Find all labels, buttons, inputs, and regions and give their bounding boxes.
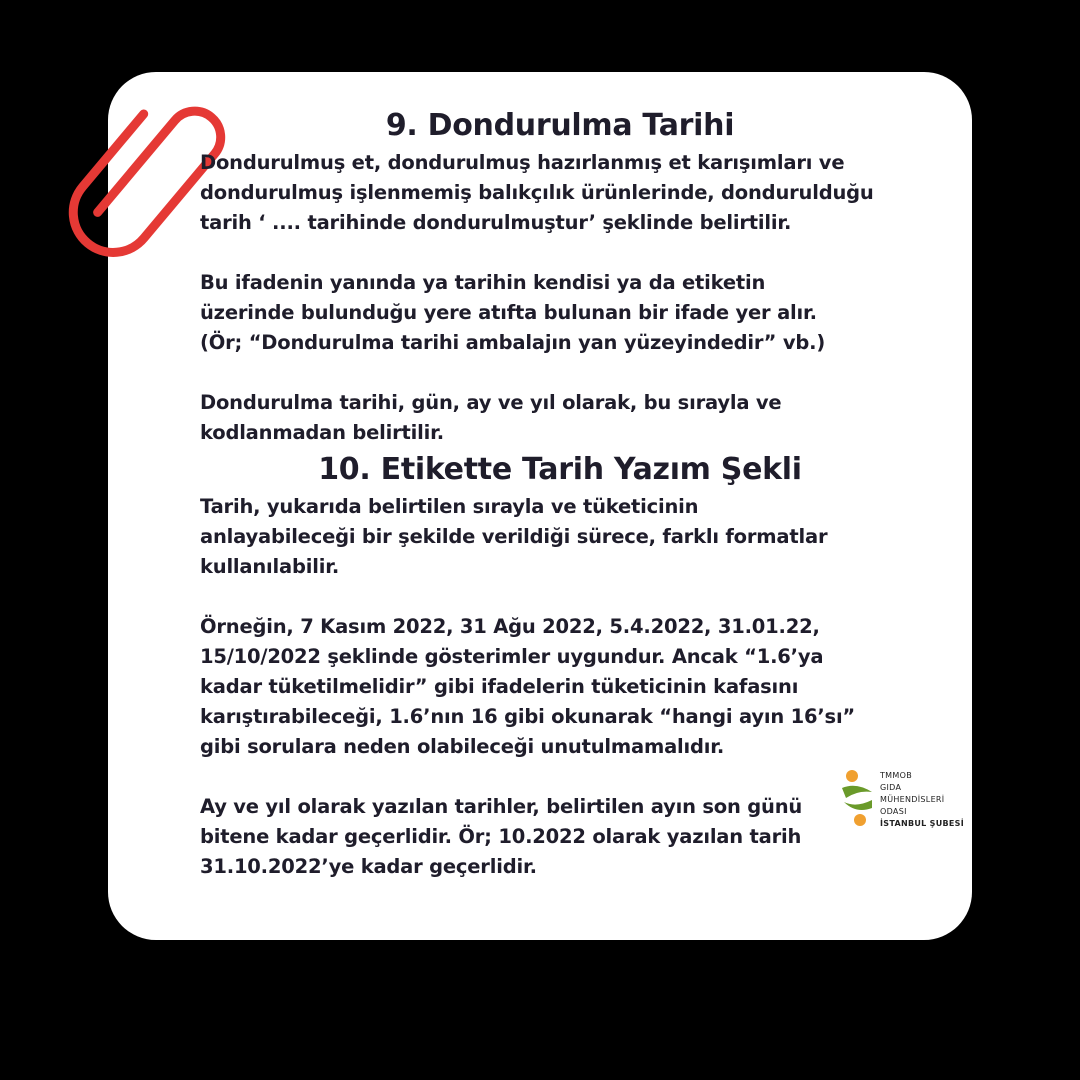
section-9-paragraph-2 [200,268,920,358]
text-line: üzerinde bulunduğu yere atıfta bulunan bir ifade yer alır. [200,301,817,324]
logo-line: MÜHENDİSLERİ [880,795,945,804]
text-line: kadar tüketilmelidir” gibi ifadelerin tüketicinin kafasını [200,675,799,698]
logo-text [880,770,964,830]
logo-line: ODASI [880,807,907,816]
section-9-paragraph-3 [200,388,920,448]
organization-logo [838,768,968,838]
section-10-paragraph-2 [200,612,920,762]
section-10-title: 10. Etikette Tarih Yazım Şekli [318,452,802,487]
text-line: anlayabileceği bir şekilde verildiği sürece, farklı formatlar [200,525,828,548]
logo-line: GIDA [880,783,902,792]
section-9-title: 9. Dondurulma Tarihi [385,108,735,143]
section-10-paragraph-3 [200,792,920,882]
text-line: bitene kadar geçerlidir. Ör; 10.2022 olarak yazılan tarih [200,825,802,848]
text-line: kullanılabilir. [200,555,340,578]
logo-mark-icon [838,768,878,830]
text-line: 31.10.2022’ye kadar geçerlidir. [200,855,537,878]
text-line: Dondurulma tarihi, gün, ay ve yıl olarak, bu sırayla ve [200,391,782,414]
text-line: Örneğin, 7 Kasım 2022, 31 Ağu 2022, 5.4.2022, 31.01.22, [200,615,820,638]
text-line: kodlanmadan belirtilir. [200,421,444,444]
text-line: Bu ifadenin yanında ya tarihin kendisi ya da etiketin [200,271,766,294]
text-line: 15/10/2022 şeklinde gösterimler uygundur. Ancak “1.6’ya [200,645,824,668]
text-line: gibi sorulara neden olabileceği unutulmamalıdır. [200,735,725,758]
logo-line: İSTANBUL ŞUBESİ [880,819,964,828]
text-line: Dondurulmuş et, dondurulmuş hazırlanmış et karışımları ve [200,151,845,174]
text-line: tarih ‘ .... tarihinde dondurulmuştur’ şeklinde belirtilir. [200,211,792,234]
section-9-paragraph-1 [200,148,920,238]
text-line: dondurulmuş işlenmemiş balıkçılık ürünlerinde, dondurulduğu [200,181,874,204]
text-line: Tarih, yukarıda belirtilen sırayla ve tüketicinin [200,495,699,518]
document-body [200,104,920,882]
text-line: (Ör; “Dondurulma tarihi ambalajın yan yüzeyindedir” vb.) [200,331,826,354]
text-line: Ay ve yıl olarak yazılan tarihler, belirtilen ayın son günü [200,795,803,818]
text-line: karıştırabileceği, 1.6’nın 16 gibi okunarak “hangi ayın 16’sı” [200,705,856,728]
section-10-paragraph-1 [200,492,920,582]
logo-line: TMMOB [880,771,912,780]
